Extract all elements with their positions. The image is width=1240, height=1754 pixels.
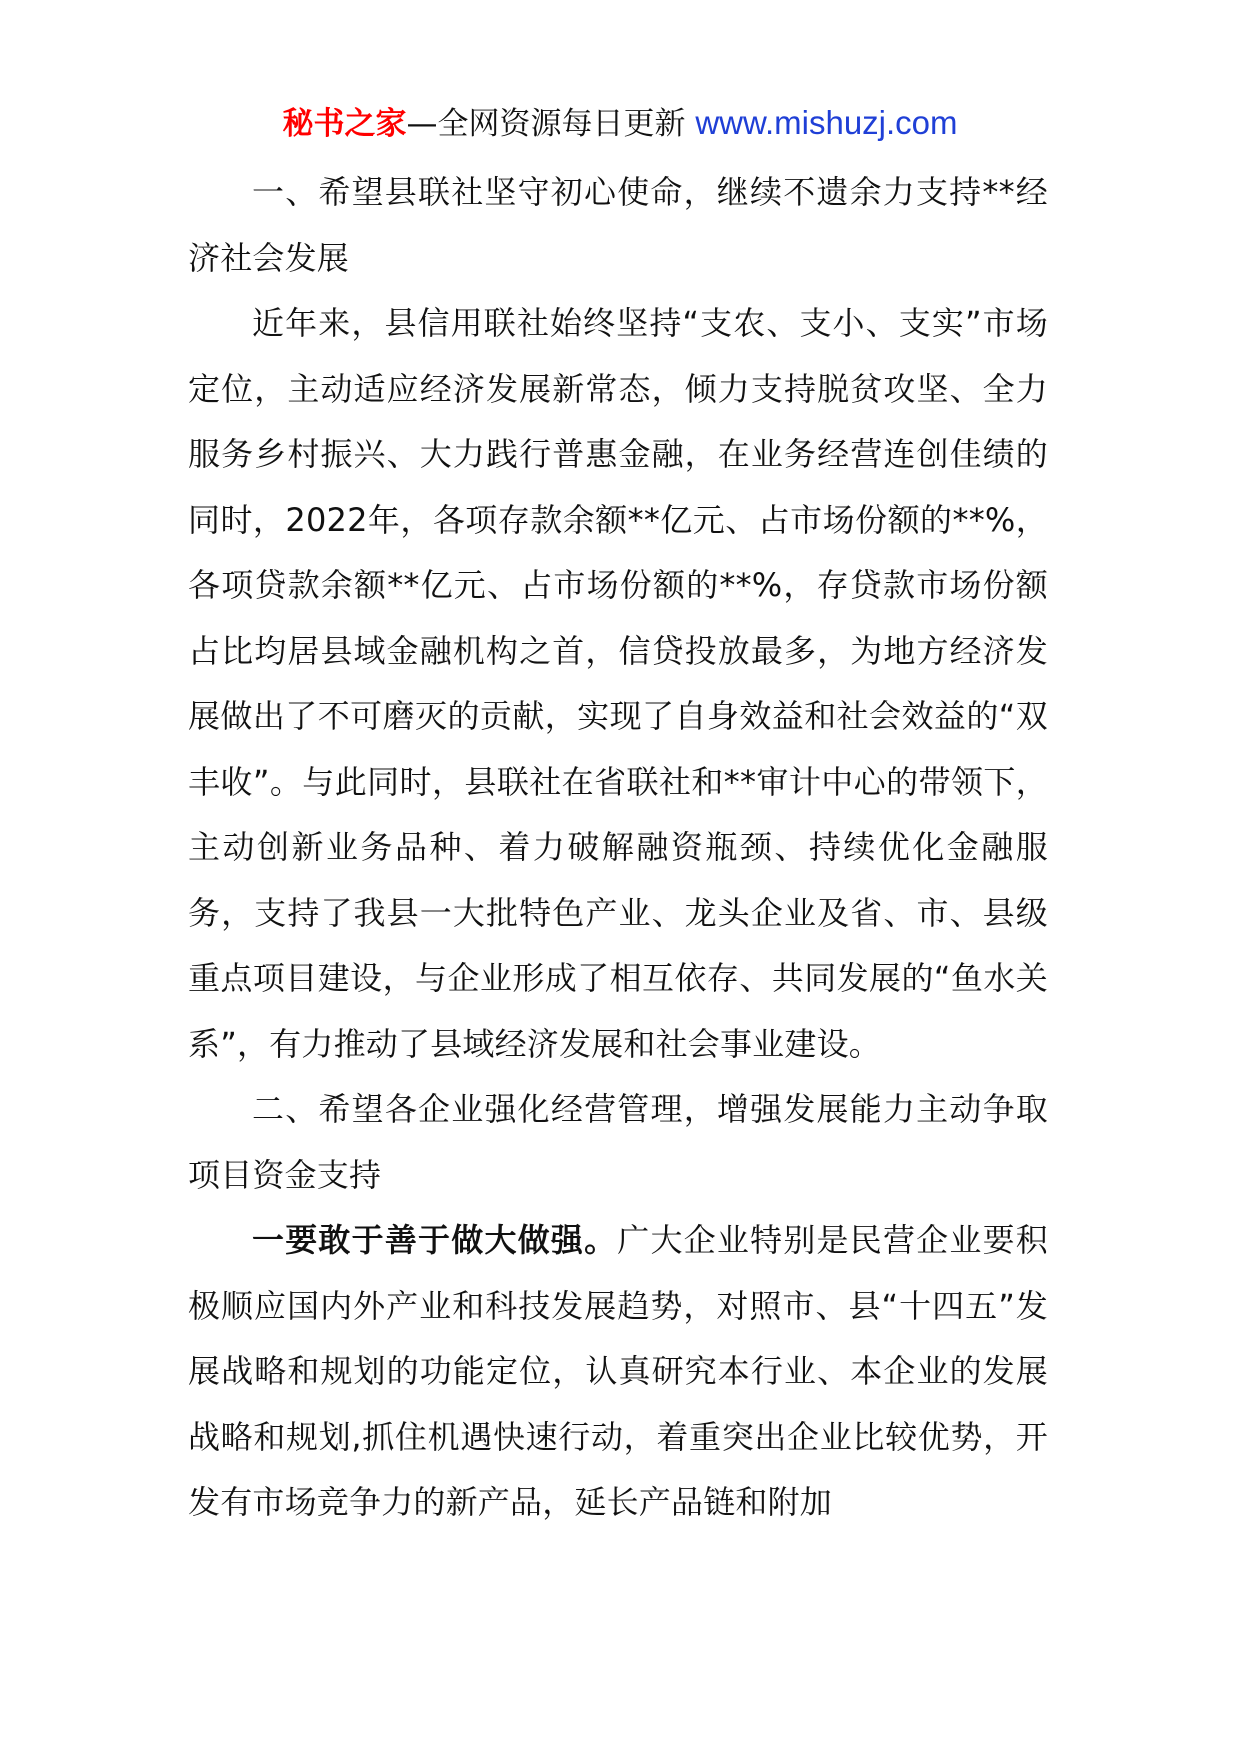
paragraph-body-text: 广大企业特别是民营企业要积极顺应国内外产业和科技发展趋势，对照市、县“十四五”发展战略和规划的功能定位，认真研究本行业、本企业的发展战略和规划,抓住机遇快速行动，着重突出企业比较优势，开发有市场竞争力的新产品，延长产品链和附加: [188, 1221, 1048, 1521]
section-heading-1: 一、希望县联社坚守初心使命，继续不遗余力支持**经济社会发展: [188, 173, 1048, 277]
paragraph-lead-text: 一要敢于善于做大做强。: [252, 1221, 618, 1259]
header-tagline: —全网资源每日更新: [406, 106, 696, 142]
site-url-link[interactable]: www.mishuzj.com: [695, 104, 958, 141]
brand-name: 秘书之家: [282, 106, 407, 142]
body-paragraph-1: 近年来，县信用联社始终坚持“支农、支小、支实”市场定位，主动适应经济发展新常态，倾力支持脱贫攻坚、全力服务乡村振兴、大力践行普惠金融，在业务经营连创佳绩的同时，2022年，各项存款余额**亿元、占市场份额的**%，各项贷款余额**亿元、占市场份额的**%，存贷款市场份额占比均居县域金融机构之首，信贷投放最多，为地方经济发展做出了不可磨灭的贡献，实现了自身效益和社会效益的“双丰收”。与此同时，县联社在省联社和**审计中心的带领下，主动创新业务品种、着力破解融资瓶颈、持续优化金融服务，支持了我县一大批特色产业、龙头企业及省、市、县级重点项目建设，与企业形成了相互依存、共同发展的“鱼水关系”，有力推动了县域经济发展和社会事业建设。: [188, 304, 1048, 1063]
body-paragraph-2: [188, 1208, 1048, 1536]
section-heading-2: 二、希望各企业强化经营管理，增强发展能力主动争取项目资金支持: [188, 1090, 1048, 1194]
document-body: [188, 160, 1048, 1536]
page-header: [0, 102, 1240, 145]
